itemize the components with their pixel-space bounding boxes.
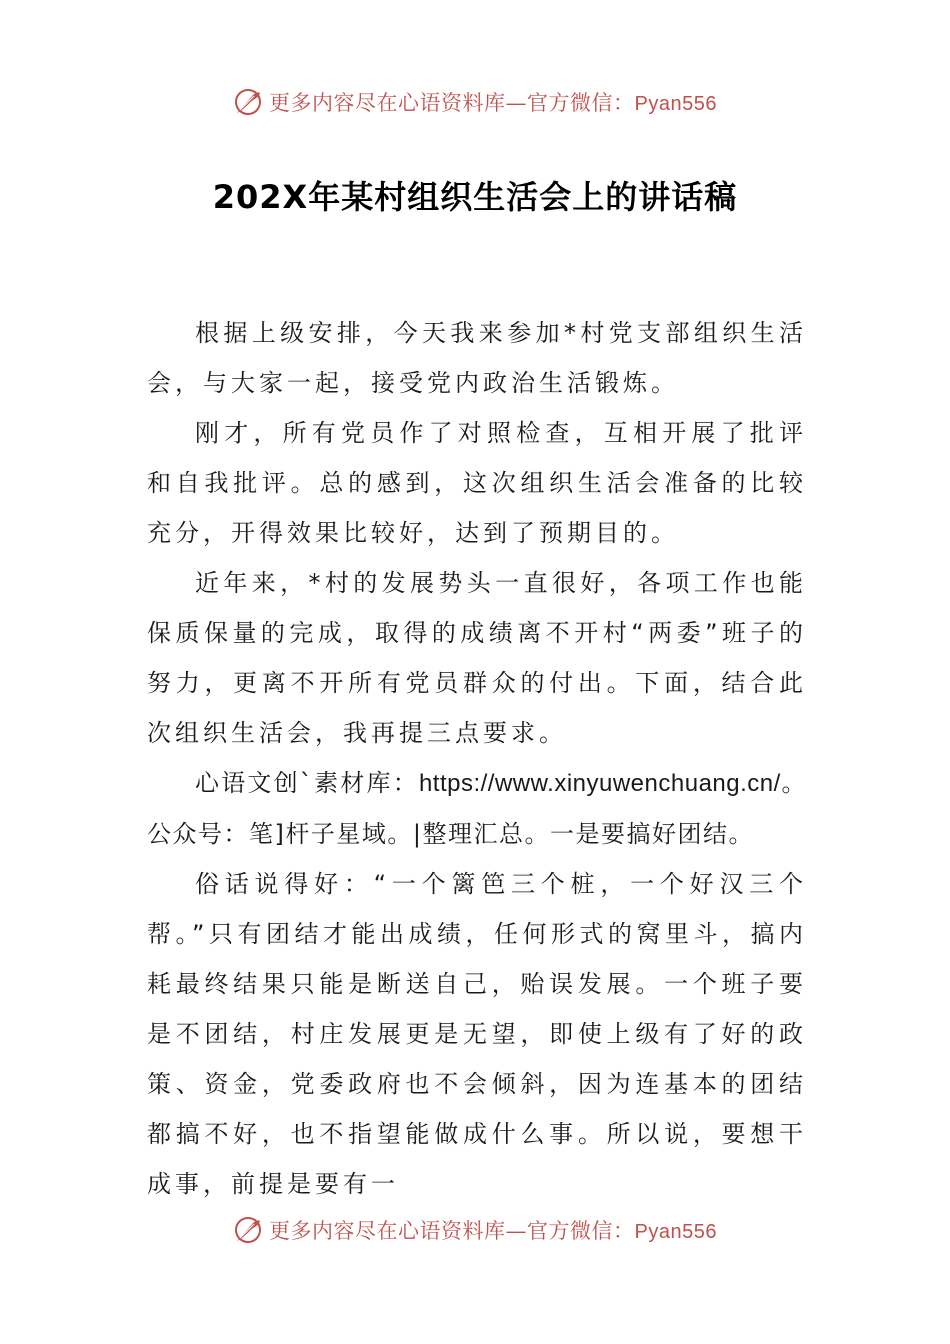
source-url-link[interactable]: https://www.xinyuwenchuang.cn/ — [418, 770, 781, 797]
banner-label: 更多内容尽在心语资料库—官方微信： — [269, 1219, 635, 1243]
paragraph: 近年来，*村的发展势头一直很好，各项工作也能保质保量的完成，取得的成绩离不开村“两委”班子的努力，更离不开所有党员群众的付出。下面，结合此次组织生活会，我再提三点要求。 — [147, 569, 807, 747]
paragraph: 俗话说得好：“一个篱笆三个桩，一个好汉三个帮。”只有团结才能出成绩，任何形式的窝里斗，搞内耗最终结果只能是断送自己，贻误发展。一个班子要是不团结，村庄发展更是无望，即使上级有了好的政策、资金，党委政府也不会倾斜，因为连基本的团结都搞不好，也不指望能做成什么事。所以说，要想干成事，前提是要有一 — [147, 870, 807, 1198]
source-line — [147, 758, 807, 859]
banner-text — [269, 87, 717, 117]
banner-account: Pyan556 — [634, 1221, 717, 1243]
banner-label: 更多内容尽在心语资料库—官方微信： — [269, 91, 635, 115]
quill-pen-logo-icon — [233, 87, 263, 117]
source-prefix: 心语文创`素材库： — [195, 769, 419, 797]
source-suffix: 。公众号：笔]杆子星域。|整理汇总。一是要搞好团结。 — [147, 769, 808, 848]
footer-banner — [0, 1210, 950, 1250]
banner-text — [269, 1215, 717, 1245]
paragraph: 刚才，所有党员作了对照检查，互相开展了批评和自我批评。总的感到，这次组织生活会准备的比较充分，开得效果比较好，达到了预期目的。 — [147, 419, 807, 547]
header-banner — [0, 82, 950, 122]
paragraph: 根据上级安排，今天我来参加*村党支部组织生活会，与大家一起，接受党内政治生活锻炼。 — [147, 319, 807, 397]
quill-pen-logo-icon — [233, 1215, 263, 1245]
document-title: 202X年某村组织生活会上的讲话稿 — [212, 178, 738, 216]
banner-account: Pyan556 — [634, 93, 717, 115]
document-body — [147, 308, 807, 1209]
